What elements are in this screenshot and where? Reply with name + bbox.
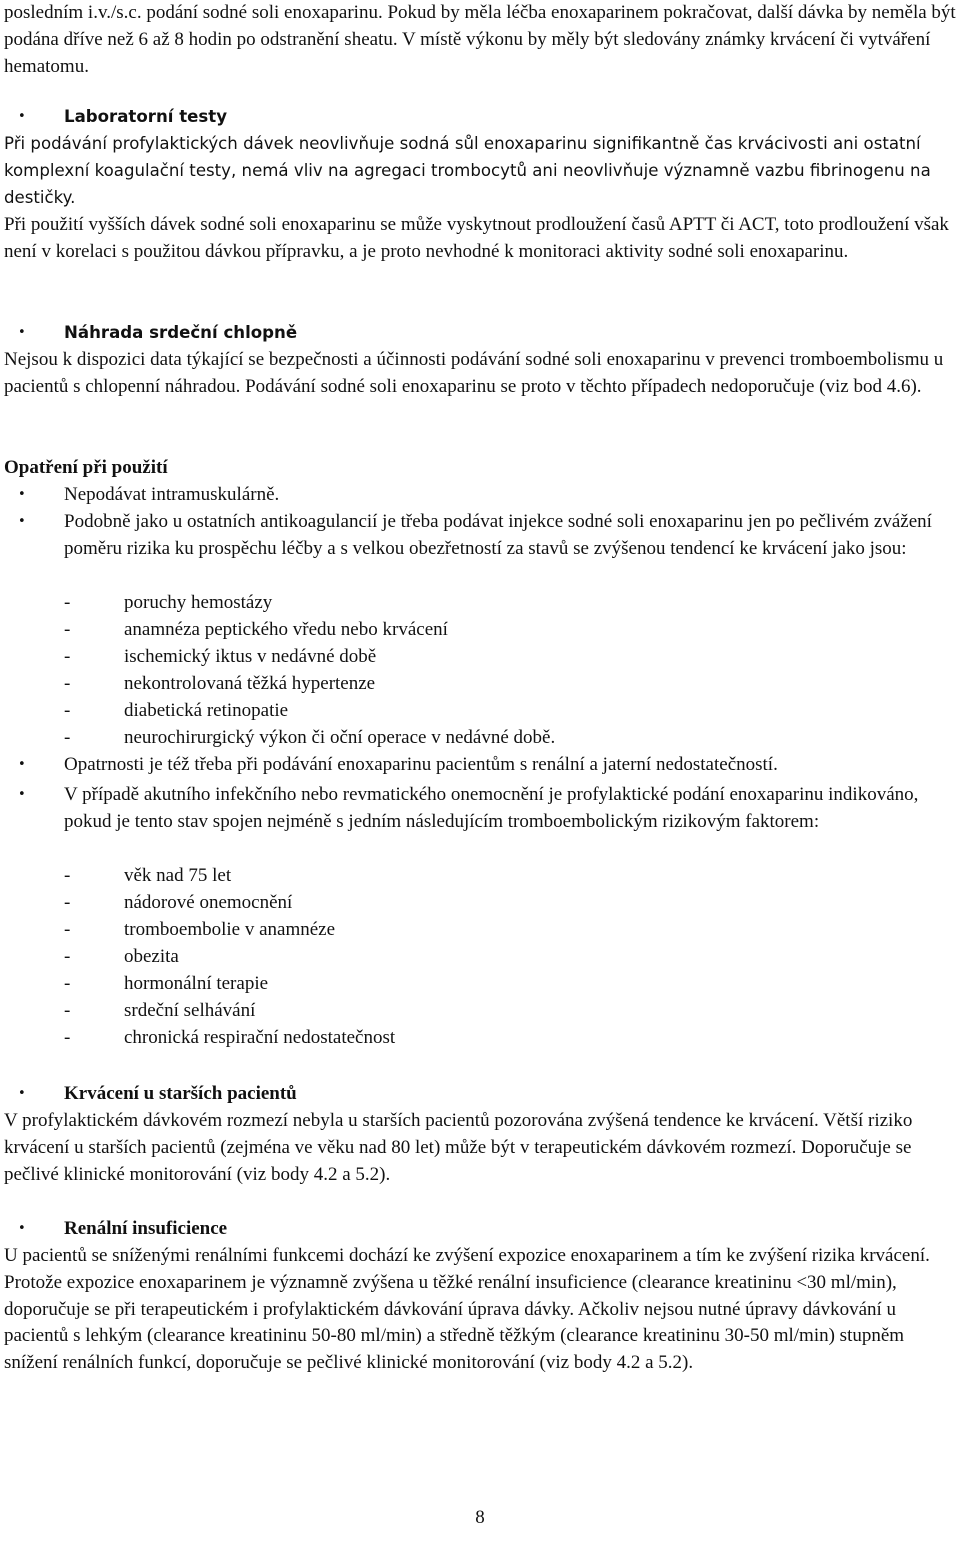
valve-paragraph: Nejsou k dispozici data týkající se bezpečnosti a účinnosti podávání sodné soli enoxaparinu v prevenci tromboembolismu u pacientů s chlopenní náhradou. Podávání sodné soli enoxaparinu se proto v těchto případech nedoporučuje (viz bod 4.6).: [4, 349, 944, 397]
list-item-text: tromboembolie v anamnéze: [124, 919, 336, 940]
precaution-text-3: Opatrnosti je též třeba při podávání enoxaparinu pacientům s renální a jaterní nedostatečností.: [64, 754, 778, 775]
lab-tests-paragraph-2: Při použití vyšších dávek sodné soli enoxaparinu se může vyskytnout prodloužení časů APTT či ACT, toto prodloužení však není v korelaci s použitou dávkou přípravku, a je proto nevhodné k monitoraci aktivity sodné soli enoxaparinu.: [4, 214, 949, 262]
bullet-icon: •: [18, 757, 26, 772]
dash-marker: -: [64, 646, 71, 667]
bullet-icon: •: [18, 109, 26, 124]
renal-paragraph: U pacientů se sníženými renálními funkcemi dochází ke zvýšení expozice enoxaparinem a tím ke zvýšení rizika krvácení. Protože expozice enoxaparinem je významně zvýšena u těžké renální insuficience (clearance kreatininu <30 ml/min), doporučuje se při terapeutickém i profylaktickém dávkování úprava dávky. Ačkoliv nejsou nutné úpravy dávkování u pacientů s lehkým (clearance kreatininu 50-80 ml/min) a středně těžkým (clearance kreatininu 30-50 ml/min) stupněm snížení renálních funkcí, doporučuje se pečlivé klinické monitorování (viz body 4.2 a 5.2).: [4, 1245, 930, 1374]
list-item-text: nádorové onemocnění: [124, 892, 293, 913]
renal-heading: Renální insuficience: [64, 1218, 228, 1239]
precaution-text-2: Podobně jako u ostatních antikoagulancií je třeba podávat injekce sodné soli enoxaparinu jen po pečlivém zvážení poměru rizika ku prospěchu léčby a s velkou obezřetností za stavů se zvýšenou tendencí ke krvácení jako jsou:: [64, 511, 932, 559]
elderly-paragraph: V profylaktickém dávkovém rozmezí nebyla u starších pacientů pozorována zvýšená tendence ke krvácení. Větší riziko krvácení u starších pacientů (zejména ve věku nad 80 let) může být v terapeutickém dávkovém rozmezí. Doporučuje se pečlivé klinické monitorování (viz body 4.2 a 5.2).: [4, 1110, 913, 1185]
dash-marker: -: [64, 727, 71, 748]
valve-heading: Náhrada srdeční chlopně: [64, 323, 298, 342]
bullet-icon: •: [18, 325, 26, 340]
bullet-icon: •: [18, 1086, 26, 1101]
bullet-icon: •: [18, 1221, 26, 1236]
list-item-text: diabetická retinopatie: [124, 700, 289, 721]
list-item-text: srdeční selhávání: [124, 1000, 256, 1021]
bullet-icon: •: [18, 487, 26, 502]
dash-marker: -: [64, 892, 71, 913]
list-item-text: anamnéza peptického vředu nebo krvácení: [124, 619, 448, 640]
list-item-text: poruchy hemostázy: [124, 592, 273, 613]
list-item-text: věk nad 75 let: [124, 865, 232, 886]
dash-marker: -: [64, 1000, 71, 1021]
dash-marker: -: [64, 919, 71, 940]
precaution-text-4: V případě akutního infekčního nebo revmatického onemocnění je profylaktické podání enoxaparinu indikováno, pokud je tento stav spojen nejméně s jedním následujícím tromboembolickým rizikovým faktorem:: [64, 784, 919, 832]
bullet-icon: •: [18, 514, 26, 529]
bullet-icon: •: [18, 787, 26, 802]
page-number: 8: [475, 1507, 485, 1528]
list-item-text: chronická respirační nedostatečnost: [124, 1027, 396, 1048]
lab-tests-heading: Laboratorní testy: [64, 107, 228, 126]
elderly-heading: Krvácení u starších pacientů: [64, 1083, 297, 1104]
list-item-text: nekontrolovaná těžká hypertenze: [124, 673, 376, 694]
list-item-text: neurochirurgický výkon či oční operace v nedávné době.: [124, 727, 556, 748]
precautions-heading: Opatření při použití: [4, 457, 168, 478]
dash-marker: -: [64, 592, 71, 613]
dash-marker: -: [64, 673, 71, 694]
list-item-text: obezita: [124, 946, 179, 967]
lab-tests-paragraph-1: Při podávání profylaktických dávek neovlivňuje sodná sůl enoxaparinu signifikantně čas krvácivosti ani ostatní komplexní koagulační testy, nemá vliv na agregaci trombocytů ani neovlivňuje významně vazbu fibrinogenu na destičky.: [4, 134, 931, 207]
list-item-text: ischemický iktus v nedávné době: [124, 646, 377, 667]
precaution-text-1: Nepodávat intramuskulárně.: [64, 484, 280, 505]
dash-marker: -: [64, 619, 71, 640]
list-item-text: hormonální terapie: [124, 973, 269, 994]
dash-marker: -: [64, 946, 71, 967]
intro-paragraph: posledním i.v./s.c. podání sodné soli enoxaparinu. Pokud by měla léčba enoxaparinem pokračovat, další dávka by neměla být podána dříve než 6 až 8 hodin po odstranění sheatu. V místě výkonu by měly být sledovány známky krvácení či vytváření hematomu.: [4, 2, 956, 77]
dash-marker: -: [64, 973, 71, 994]
dash-marker: -: [64, 700, 71, 721]
dash-marker: -: [64, 1027, 71, 1048]
dash-marker: -: [64, 865, 71, 886]
